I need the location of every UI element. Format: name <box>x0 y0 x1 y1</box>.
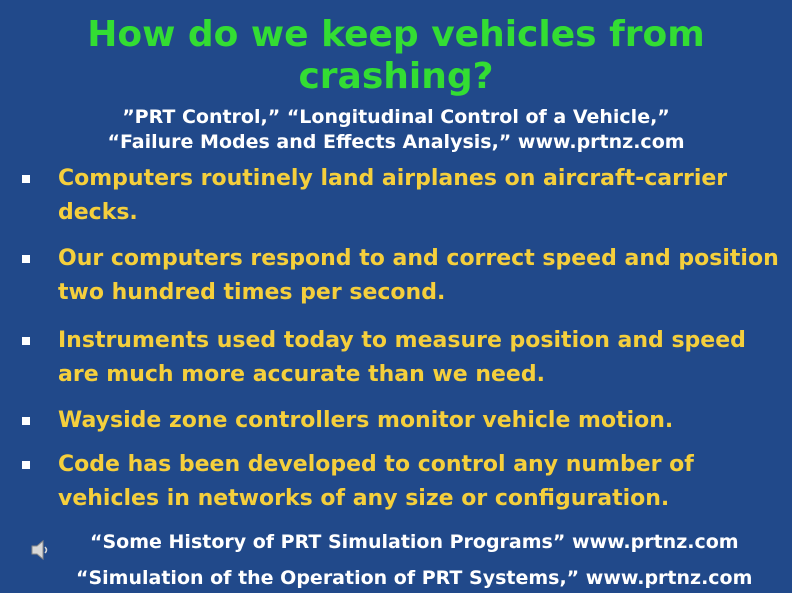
square-bullet-icon <box>22 461 30 469</box>
slide-title: How do we keep vehicles from crashing? <box>87 14 705 97</box>
speaker-icon[interactable] <box>30 538 50 562</box>
reference-1: “Some History of PRT Simulation Programs” www.prtnz.com <box>90 531 739 553</box>
square-bullet-icon <box>22 175 30 183</box>
bullet-text-2: Our computers respond to and correct speed and position two hundred times per second. <box>58 246 779 305</box>
bullet-text-1: Computers routinely land airplanes on aircraft-carrier decks. <box>58 166 728 225</box>
reference-2: “Simulation of the Operation of PRT Systems,” www.prtnz.com <box>76 567 753 589</box>
square-bullet-icon <box>22 417 30 425</box>
slide-subtitle <box>20 105 772 155</box>
bullet-text-3: Instruments used today to measure position and speed are much more accurate than we need. <box>58 328 746 387</box>
square-bullet-icon <box>22 255 30 263</box>
bullet-text-5: Code has been developed to control any number of vehicles in networks of any size or configuration. <box>58 452 694 511</box>
subtitle-line-2: “Failure Modes and Effects Analysis,” www.prtnz.com <box>107 131 685 153</box>
square-bullet-icon <box>22 337 30 345</box>
subtitle-line-1: ”PRT Control,” “Longitudinal Control of a Vehicle,” <box>122 106 670 128</box>
bullet-text-4: Wayside zone controllers monitor vehicle motion. <box>58 408 674 433</box>
